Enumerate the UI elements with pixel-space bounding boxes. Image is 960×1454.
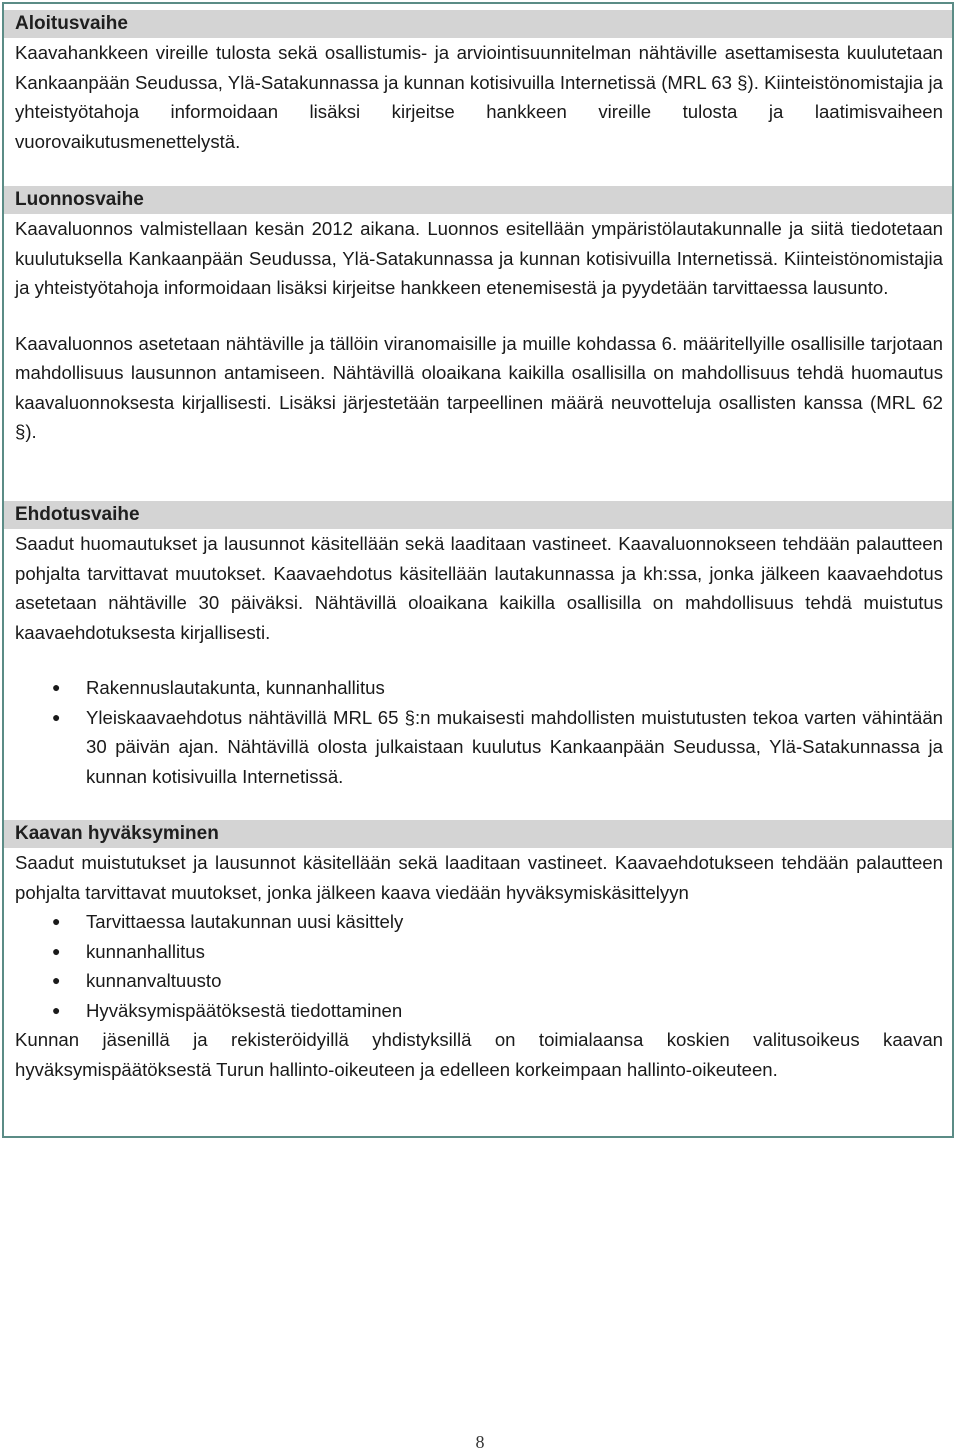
paragraph: Kaavaluonnos asetetaan nähtäville ja tällöin viranomaisille ja muille kohdassa 6. määritellyille osallisille tarjotaan mahdollisuus lausunnon antamiseen. Nähtävillä oloaikana kaikilla osallisilla on mahdollisuus tehdä huomautus kaavaluonnoksesta kirjallisesti. Lisäksi järjestetään tarpeellinen määrä neuvotteluja osallisten kanssa (MRL 62 §). [15, 332, 943, 442]
list-item: ● kunnanhallitus [4, 937, 943, 967]
section-luonnosvaihe [4, 186, 952, 447]
list-item: ● Yleiskaavaehdotus nähtävillä MRL 65 §:n mukaisesti mahdollisten muistutusten tekoa varten vähintään 30 päivän ajan. Nähtävillä olosta julkaistaan kuulutus Kankaanpään Seudussa, Ylä-Satakunnassa ja kunnan kotisivuilla Internetissä. [4, 703, 943, 792]
section-heading: Aloitusvaihe [4, 10, 952, 38]
list-item: ● Tarvittaessa lautakunnan uusi käsittely [4, 907, 943, 937]
process-table [2, 2, 954, 1138]
bullet-list [4, 673, 952, 791]
section-ehdotusvaihe [4, 501, 952, 791]
paragraph: Kaavaluonnos valmistellaan kesän 2012 aikana. Luonnos esitellään ympäristölautakunnalle ja siitä tiedotetaan kuulutuksella Kankaanpään Seudussa, Ylä-Satakunnassa ja kunnan kotisivuilla Internetissä. Kiinteistönomistajia ja yhteistyötahoja informoidaan lisäksi kirjeitse hankkeen etenemisestä ja pyydetään tarvittaessa lausunto. [15, 218, 943, 298]
page-number: 8 [475, 1432, 485, 1452]
paragraph: Kaavahankkeen vireille tulosta sekä osallistumis- ja arviointisuunnitelman nähtäville asettamisesta kuulutetaan Kankaanpään Seudussa, Ylä-Satakunnassa ja kunnan kotisivuilla Internetissä (MRL 63 §). Kiinteistönomistajia ja yhteistyötahoja informoidaan lisäksi kirjeitse hankkeen vireille tulosta ja laatimisvaiheen vuorovaikutusmenettelystä. [15, 42, 943, 152]
paragraph: Saadut huomautukset ja lausunnot käsitellään sekä laaditaan vastineet. Kaavaluonnokseen tehdään palautteen pohjalta tarvittavat muutokset. Kaavaehdotus käsitellään lautakunnassa ja kh:ssa, jonka jälkeen kaavaehdotus asetetaan nähtäville 30 päiväksi. Nähtävillä oloaikana kaikilla osallisilla on mahdollisuus tehdä muistutus kaavaehdotuksesta kirjallisesti. [15, 533, 943, 643]
list-item: ● Hyväksymispäätöksestä tiedottaminen [4, 996, 943, 1026]
bullet-list [4, 907, 952, 1025]
list-item: ● kunnanvaltuusto [4, 966, 943, 996]
section-heading: Luonnosvaihe [4, 186, 952, 214]
paragraph: Saadut muistutukset ja lausunnot käsitellään sekä laaditaan vastineet. Kaavaehdotukseen tehdään palautteen pohjalta tarvittavat muutokset, jonka jälkeen kaava viedään hyväksymiskäsittelyyn [15, 852, 943, 903]
paragraph: Kunnan jäsenillä ja rekisteröidyillä yhdistyksillä on toimialaansa koskien valitusoikeus kaavan hyväksymispäätöksestä Turun hallinto-oikeuteen ja edelleen korkeimpaan hallinto-oikeuteen. [15, 1029, 943, 1080]
section-heading: Ehdotusvaihe [4, 501, 952, 529]
section-aloitusvaihe [4, 10, 952, 156]
section-heading: Kaavan hyväksyminen [4, 820, 952, 848]
list-item: ● Rakennuslautakunta, kunnanhallitus [4, 673, 943, 703]
section-kaavan-hyvaksyminen [4, 820, 952, 1084]
